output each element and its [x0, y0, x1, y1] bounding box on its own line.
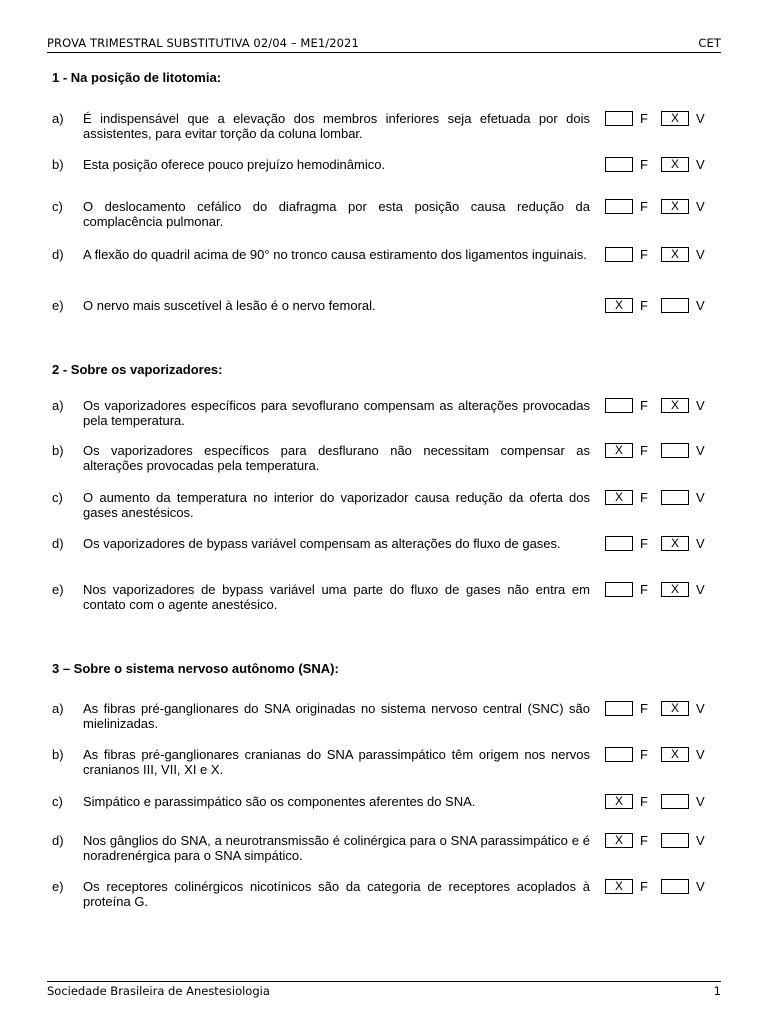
item-text: As fibras pré-ganglionares cranianas do SNA parassimpático têm origem nos nervos cranianos III, VII, XI e X. [83, 747, 590, 777]
false-label: F [640, 298, 648, 313]
item-letter: a) [52, 398, 64, 413]
question-item [52, 490, 712, 524]
item-text: As fibras pré-ganglionares do SNA originadas no sistema nervoso central (SNC) são mielinizadas. [83, 701, 590, 731]
question-item [52, 443, 712, 477]
question-item [52, 199, 712, 233]
true-checkbox[interactable]: X [661, 199, 689, 214]
false-label: F [640, 490, 648, 505]
footer-organization: Sociedade Brasileira de Anestesiologia [47, 984, 270, 998]
question-item [52, 536, 712, 570]
false-checkbox[interactable]: X [605, 490, 633, 505]
false-label: F [640, 199, 648, 214]
question-item [52, 157, 712, 191]
false-checkbox[interactable] [605, 199, 633, 214]
header-code: CET [698, 36, 721, 50]
true-label: V [696, 443, 705, 458]
question-item [52, 701, 712, 735]
exam-title: PROVA TRIMESTRAL SUBSTITUTIVA 02/04 – ME1/2021 [47, 36, 359, 50]
false-checkbox[interactable]: X [605, 298, 633, 313]
question-title: 2 - Sobre os vaporizadores: [52, 362, 223, 377]
page-number: 1 [713, 984, 721, 998]
item-letter: b) [52, 157, 64, 172]
item-text: Nos gânglios do SNA, a neurotransmissão é colinérgica para o SNA parassimpático e é noradrenérgica para o SNA simpático. [83, 833, 590, 863]
item-text: O nervo mais suscetível à lesão é o nervo femoral. [83, 298, 376, 313]
false-checkbox[interactable] [605, 111, 633, 126]
false-checkbox[interactable] [605, 701, 633, 716]
true-label: V [696, 747, 705, 762]
item-letter: e) [52, 582, 64, 597]
false-label: F [640, 701, 648, 716]
true-checkbox[interactable] [661, 298, 689, 313]
item-letter: e) [52, 298, 64, 313]
false-label: F [640, 582, 648, 597]
true-label: V [696, 701, 705, 716]
item-letter: c) [52, 199, 63, 214]
true-checkbox[interactable] [661, 490, 689, 505]
false-checkbox[interactable] [605, 536, 633, 551]
false-label: F [640, 833, 648, 848]
item-text: Os vaporizadores específicos para desflurano não necessitam compensar as alterações provocadas pela temperatura. [83, 443, 590, 473]
false-label: F [640, 111, 648, 126]
item-letter: d) [52, 247, 64, 262]
false-label: F [640, 157, 648, 172]
true-label: V [696, 536, 705, 551]
true-label: V [696, 398, 705, 413]
false-checkbox[interactable] [605, 157, 633, 172]
item-letter: c) [52, 490, 63, 505]
item-text: É indispensável que a elevação dos membros inferiores seja efetuada por dois assistentes, para evitar torção da coluna lombar. [83, 111, 590, 141]
false-checkbox[interactable] [605, 398, 633, 413]
true-label: V [696, 298, 705, 313]
item-letter: b) [52, 443, 64, 458]
false-label: F [640, 247, 648, 262]
true-checkbox[interactable]: X [661, 701, 689, 716]
false-label: F [640, 398, 648, 413]
true-checkbox[interactable] [661, 833, 689, 848]
false-checkbox[interactable] [605, 582, 633, 597]
item-letter: d) [52, 833, 64, 848]
true-checkbox[interactable]: X [661, 111, 689, 126]
item-letter: d) [52, 536, 64, 551]
true-checkbox[interactable]: X [661, 247, 689, 262]
question-item [52, 833, 712, 867]
item-text: Os receptores colinérgicos nicotínicos são da categoria de receptores acoplados à proteína G. [83, 879, 590, 909]
true-label: V [696, 582, 705, 597]
item-text: Os vaporizadores de bypass variável compensam as alterações do fluxo de gases. [83, 536, 561, 551]
false-checkbox[interactable] [605, 247, 633, 262]
false-label: F [640, 794, 648, 809]
item-letter: b) [52, 747, 64, 762]
item-letter: a) [52, 111, 64, 126]
false-checkbox[interactable]: X [605, 833, 633, 848]
false-checkbox[interactable]: X [605, 443, 633, 458]
item-text: Simpático e parassimpático são os componentes aferentes do SNA. [83, 794, 476, 809]
item-letter: e) [52, 879, 64, 894]
true-checkbox[interactable] [661, 443, 689, 458]
question-item [52, 879, 712, 913]
true-label: V [696, 247, 705, 262]
true-label: V [696, 157, 705, 172]
true-checkbox[interactable]: X [661, 398, 689, 413]
false-checkbox[interactable] [605, 747, 633, 762]
item-text: Nos vaporizadores de bypass variável uma parte do fluxo de gases não entra em contato com o agente anestésico. [83, 582, 590, 612]
true-label: V [696, 879, 705, 894]
true-label: V [696, 490, 705, 505]
false-label: F [640, 536, 648, 551]
false-label: F [640, 443, 648, 458]
item-text: A flexão do quadril acima de 90° no tronco causa estiramento dos ligamentos inguinais. [83, 247, 587, 262]
false-label: F [640, 747, 648, 762]
question-title: 3 – Sobre o sistema nervoso autônomo (SNA): [52, 661, 339, 676]
false-checkbox[interactable]: X [605, 794, 633, 809]
false-checkbox[interactable]: X [605, 879, 633, 894]
item-text: O aumento da temperatura no interior do vaporizador causa redução da oferta dos gases anestésicos. [83, 490, 590, 520]
item-letter: a) [52, 701, 64, 716]
question-item [52, 111, 712, 145]
question-item [52, 247, 712, 281]
true-checkbox[interactable] [661, 879, 689, 894]
page-footer [47, 981, 721, 1000]
page-header [47, 35, 721, 53]
true-label: V [696, 111, 705, 126]
true-checkbox[interactable]: X [661, 536, 689, 551]
item-text: O deslocamento cefálico do diafragma por esta posição causa redução da complacência pulmonar. [83, 199, 590, 229]
question-item [52, 298, 712, 332]
true-checkbox[interactable]: X [661, 582, 689, 597]
question-item [52, 747, 712, 781]
false-label: F [640, 879, 648, 894]
question-item [52, 398, 712, 432]
true-label: V [696, 794, 705, 809]
item-text: Esta posição oferece pouco prejuízo hemodinâmico. [83, 157, 386, 172]
true-checkbox[interactable]: X [661, 157, 689, 172]
question-title: 1 - Na posição de litotomia: [52, 70, 222, 85]
true-checkbox[interactable]: X [661, 747, 689, 762]
question-item [52, 794, 712, 828]
question-item [52, 582, 712, 616]
item-text: Os vaporizadores específicos para sevoflurano compensam as alterações provocadas pela temperatura. [83, 398, 590, 428]
true-label: V [696, 199, 705, 214]
item-letter: c) [52, 794, 63, 809]
true-checkbox[interactable] [661, 794, 689, 809]
true-label: V [696, 833, 705, 848]
